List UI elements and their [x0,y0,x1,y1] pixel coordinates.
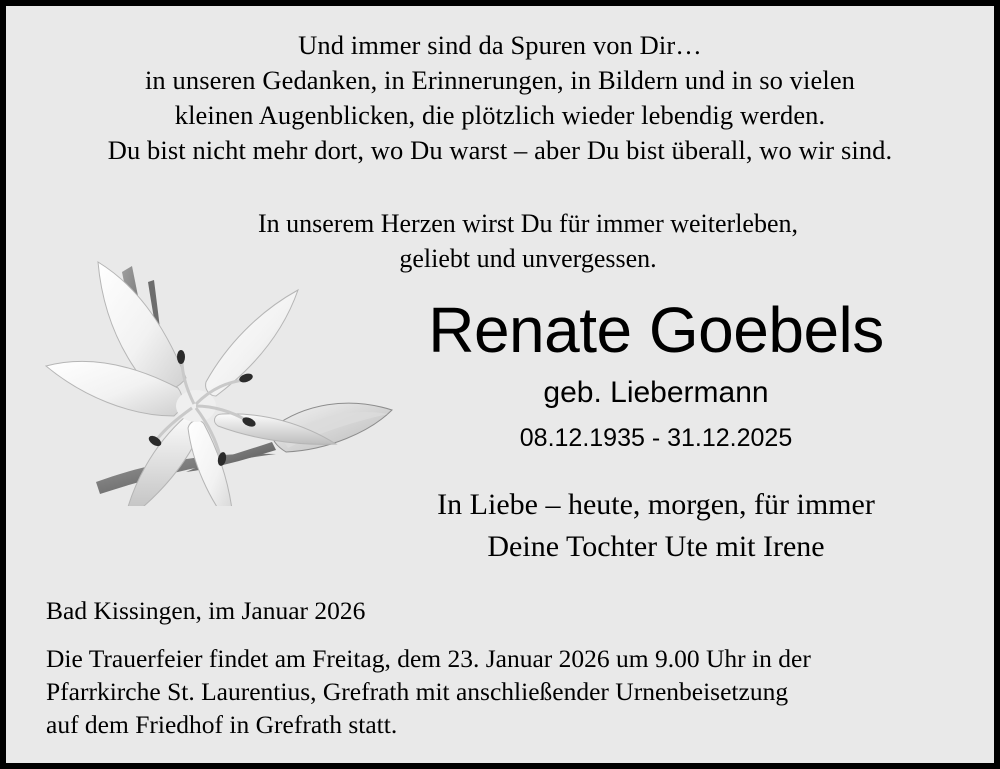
verse-line-2: geliebt und unvergessen. [399,244,657,273]
poem-line-1: Und immer sind da Spuren von Dir… [298,30,702,60]
service-line-1: Die Trauerfeier findet am Freitag, dem 23. Januar 2026 um 9.00 Uhr in der [46,644,811,673]
dedication-block [306,484,1000,568]
poem-block [6,28,994,168]
poem-line-3: kleinen Augenblicken, die plötzlich wieder lebendig werden. [174,100,826,130]
deceased-name: Renate Goebels [428,294,884,366]
deceased-dates: 08.12.1935 - 31.12.2025 [519,424,793,452]
dedication-line-2: Deine Tochter Ute mit Irene [487,530,825,563]
poem-line-2: in unseren Gedanken, in Erinnerungen, in Bildern und in so vielen [144,65,856,95]
poem-line-4: Du bist nicht mehr dort, wo Du warst – aber Du bist überall, wo wir sind. [107,135,893,165]
deceased-maiden-name: geb. Liebermann [543,376,769,409]
verse-line-1: In unserem Herzen wirst Du für immer weiterleben, [257,209,799,238]
place-and-date: Bad Kissingen, im Januar 2026 [46,596,366,625]
service-line-2: Pfarrkirche St. Laurentius, Grefrath mit anschließender Urnenbeisetzung [46,677,789,706]
dedication-line-1: In Liebe – heute, morgen, für immer [437,488,875,521]
footer-block [46,594,964,741]
service-line-3: auf dem Friedhof in Grefrath statt. [46,710,398,739]
notice-body [6,6,994,763]
service-details [46,642,964,741]
